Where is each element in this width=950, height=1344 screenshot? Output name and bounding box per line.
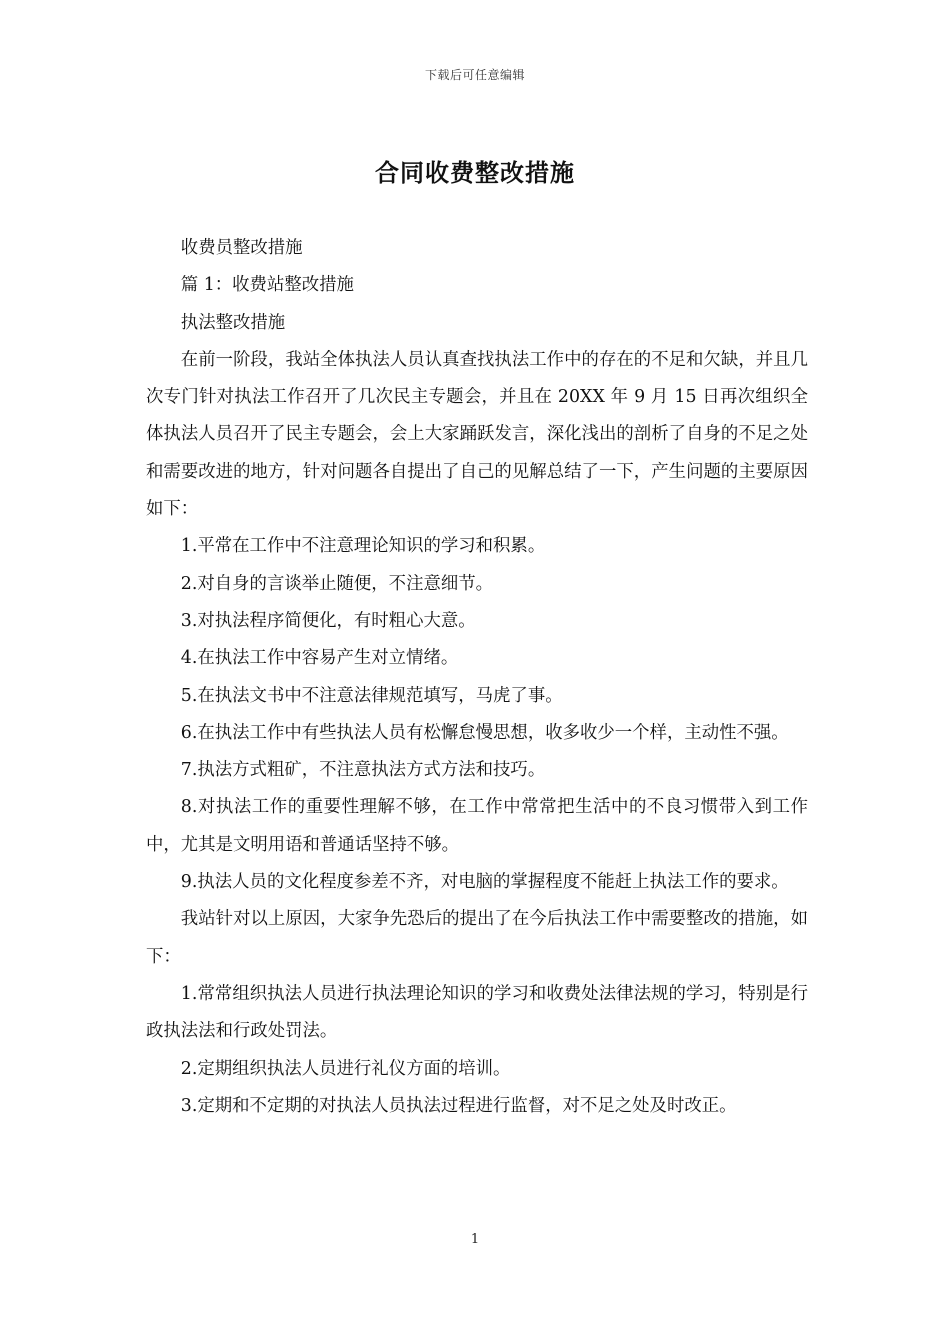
document-body [146,230,808,1125]
list-item: 1.常常组织执法人员进行执法理论知识的学习和收费处法律法规的学习，特别是行政执法法和行政处罚法。 [146,983,808,1042]
list-item: 4.在执法工作中容易产生对立情绪。 [180,648,459,669]
list-item: 9.执法人员的文化程度参差不齐，对电脑的掌握程度不能赶上执法工作的要求。 [180,872,789,893]
paragraph: 收费员整改措施 [180,238,303,258]
document-title: 合同收费整改措施 [375,158,575,187]
list-item: 7.执法方式粗矿，不注意执法方式方法和技巧。 [180,760,546,781]
list-item: 2.对自身的言谈举止随便，不注意细节。 [180,573,494,594]
list-item: 8.对执法工作的重要性理解不够，在工作中常常把生活中的不良习惯带入到工作中，尤其是文明用语和普通话坚持不够。 [146,797,808,855]
page-number: 1 [470,1232,480,1247]
list-item: 2.定期组织执法人员进行礼仪方面的培训。 [180,1058,511,1079]
list-item: 3.对执法程序简便化，有时粗心大意。 [180,610,476,631]
paragraph: 在前一阶段，我站全体执法人员认真查找执法工作中的存在的不足和欠缺，并且几次专门针对执法工作召开了几次民主专题会，并且在 20XX 年 9 月 15 日再次组织全体执法人员召开了民主专题会，会上大家踊跃发言，深化浅出的剖析了自身的不足之处和需要改进的地方，针对问题各自提出了自己的见解总结了一下，产生问题的主要原因如下： [146,349,808,520]
list-item: 1.平常在工作中不注意理论知识的学习和积累。 [180,536,546,557]
paragraph: 执法整改措施 [180,312,286,333]
header-note: 下载后可任意编辑 [424,68,525,82]
list-item: 3.定期和不定期的对执法人员执法过程进行监督，对不足之处及时改正。 [180,1095,737,1116]
list-item: 5.在执法文书中不注意法律规范填写，马虎了事。 [180,685,563,706]
list-item: 6.在执法工作中有些执法人员有松懈怠慢思想，收多收少一个样，主动性不强。 [180,722,789,743]
paragraph: 我站针对以上原因，大家争先恐后的提出了在今后执法工作中需要整改的措施，如下： [146,909,808,967]
paragraph: 篇 1：收费站整改措施 [180,275,354,296]
